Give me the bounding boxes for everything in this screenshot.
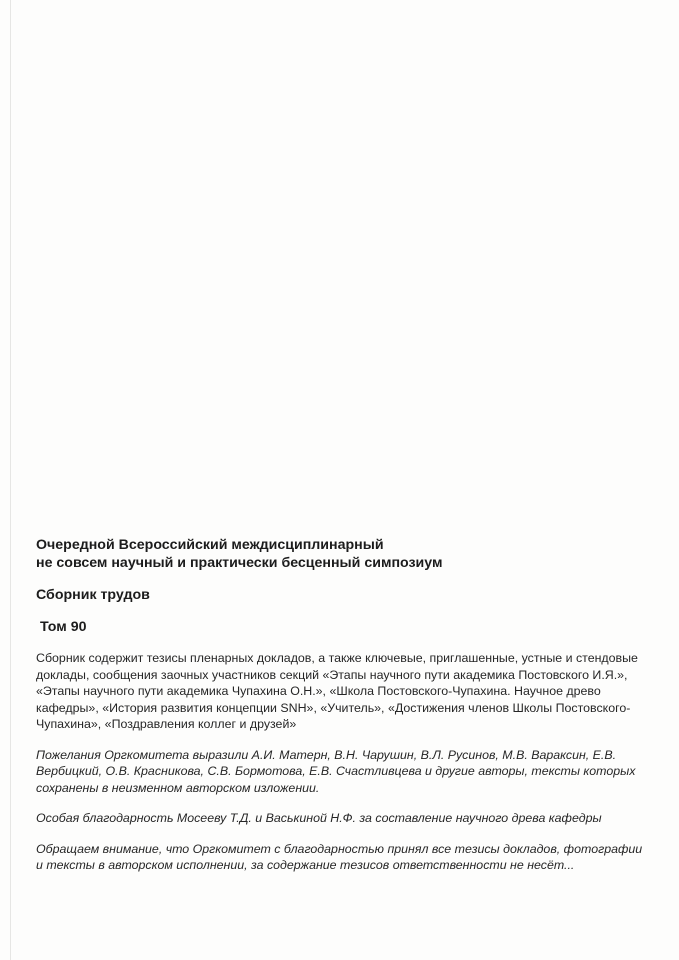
title-line-1: Очередной Всероссийский междисциплинарный (36, 537, 384, 553)
attention-note: Обращаем внимание, что Оргкомитет с благодарностью принял все тезисы докладов, фотографии и тексты в авторском исполнении, за содержание тезисов ответственности не несёт... (36, 841, 643, 872)
collection-subtitle: Сборник трудов (36, 587, 150, 603)
thanks-note: Особая благодарность Мосееву Т.Д. и Васькиной Н.Ф. за составление научного древа кафедры (36, 811, 602, 825)
volume-number: Том 90 (40, 619, 87, 635)
page-edge (10, 0, 11, 960)
title-line-2: не совсем научный и практически бесценный симпозиум (36, 555, 443, 571)
title-page-content (36, 536, 646, 874)
collection-summary: Сборник содержит тезисы пленарных докладов, а также ключевые, приглашенные, устные и стендовые доклады, сообщения заочных участников секций «Этапы научного пути академика Постовского И.Я.», «Этапы научного пути академика Чупахина О.Н.», «Школа Постовского-Чупахина. Научное древо кафедры», «История развития концепции SNH», «Учитель», «Достижения членов Школы Постовского-Чупахина», «Поздравления коллег и друзей» (36, 651, 638, 731)
wishes-note: Пожелания Оргкомитета выразили А.И. Матерн, В.Н. Чарушин, В.Л. Русинов, М.В. Вараксин, Е.В. Вербицкий, О.В. Красникова, С.В. Бормотова, Е.В. Счастливцева и другие авторы, тексты которых сохранены в неизменном авторском изложении. (36, 747, 636, 795)
